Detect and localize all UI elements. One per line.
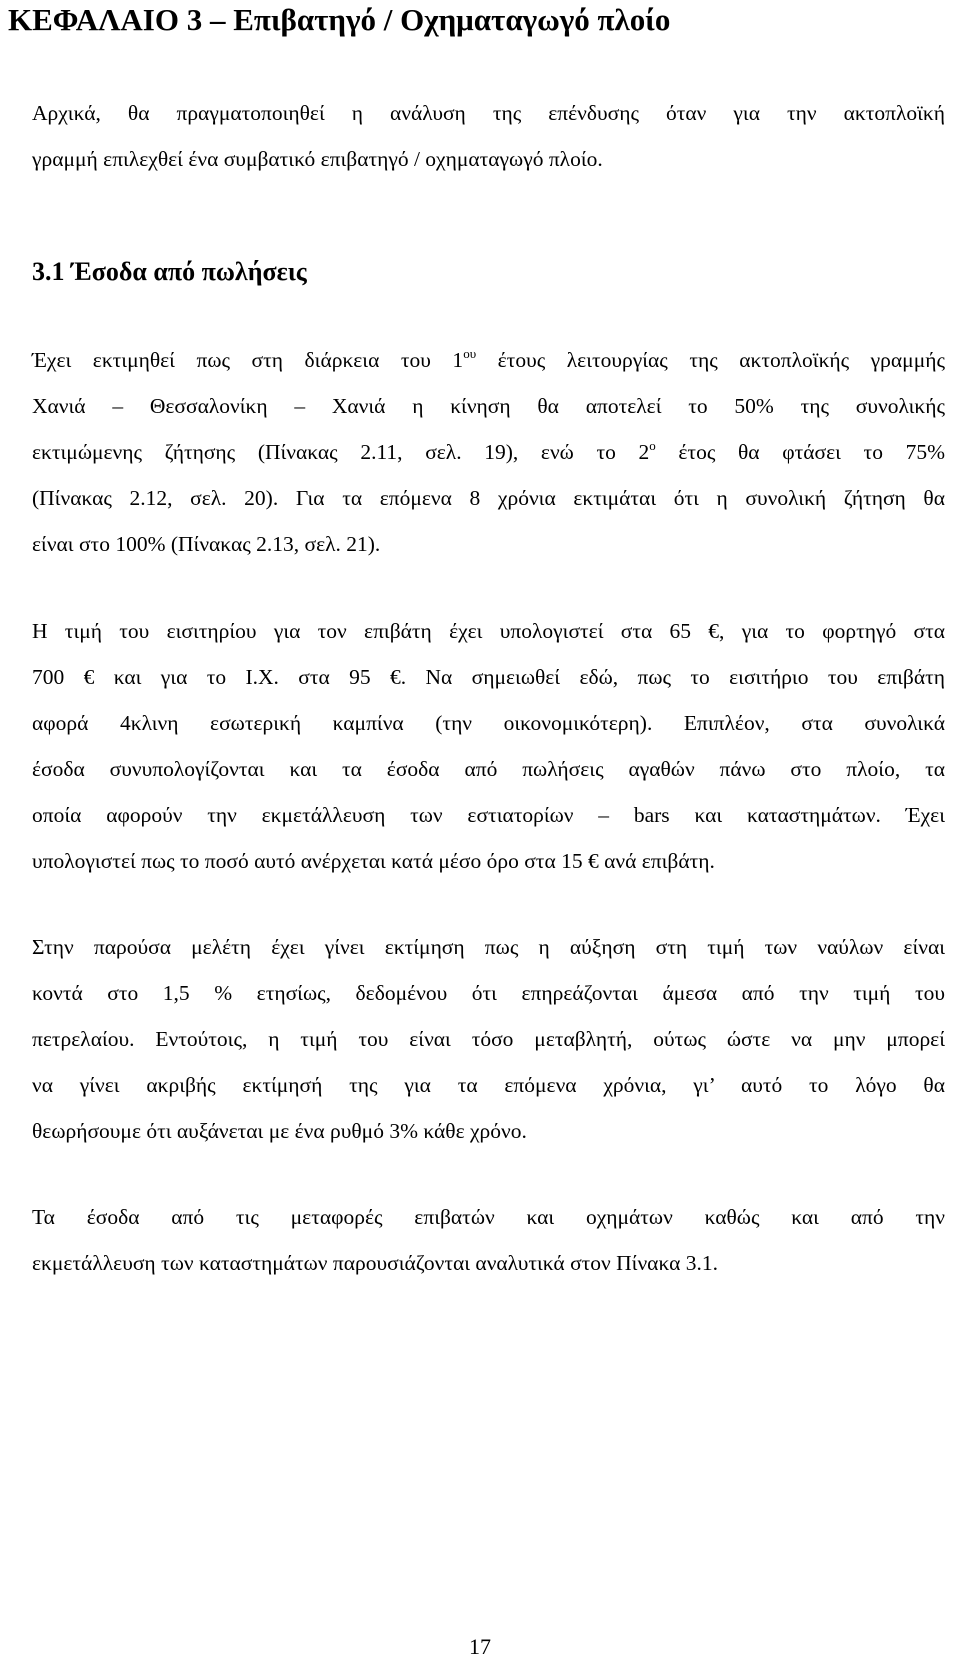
text-run: Έχει εκτιμηθεί πως στη διάρκεια του 1 bbox=[32, 348, 464, 372]
text-run: έτος θα φτάσει το 75% bbox=[655, 440, 945, 464]
paragraph-line: (Πίνακας 2.12, σελ. 20). Για τα επόμενα 8 χρόνια εκτιμάται ότι η συνολική ζήτηση θα bbox=[32, 486, 945, 510]
text-run: έτους λειτουργίας της ακτοπλοϊκής γραμμής bbox=[476, 348, 945, 372]
paragraph-line: είναι στο 100% (Πίνακας 2.13, σελ. 21). bbox=[32, 532, 381, 556]
paragraph-line: Τα έσοδα από τις μεταφορές επιβατών και οχημάτων καθώς και από την bbox=[32, 1205, 945, 1229]
intro-paragraph bbox=[32, 90, 945, 182]
paragraph-line bbox=[32, 337, 945, 383]
paragraph-line: Χανιά – Θεσσαλονίκη – Χανιά η κίνηση θα αποτελεί το 50% της συνολικής bbox=[32, 394, 945, 418]
paragraph-demand bbox=[32, 337, 945, 567]
paragraph-summary bbox=[32, 1194, 945, 1286]
paragraph-line: κοντά στο 1,5 % ετησίως, δεδομένου ότι επηρεάζονται άμεσα από την τιμή του bbox=[32, 981, 945, 1005]
paragraph-line: Η τιμή του εισιτηρίου για τον επιβάτη έχει υπολογιστεί στα 65 €, για το φορτηγό στα bbox=[32, 619, 945, 643]
paragraph-line bbox=[32, 429, 945, 475]
paragraph-line: οποία αφορούν την εκμετάλλευση των εστιατορίων – bars και καταστημάτων. Έχει bbox=[32, 803, 945, 827]
paragraph-fare-increase bbox=[32, 924, 945, 1154]
paragraph-line: 700 € και για το Ι.Χ. στα 95 €. Να σημειωθεί εδώ, πως το εισιτήριο του επιβάτη bbox=[32, 665, 945, 689]
superscript: ο bbox=[649, 438, 656, 453]
chapter-title: ΚΕΦΑΛΑΙΟ 3 – Επιβατηγό / Οχηματαγωγό πλοίο bbox=[8, 2, 671, 37]
intro-line: Αρχικά, θα πραγματοποιηθεί η ανάλυση της επένδυσης όταν για την ακτοπλοϊκή bbox=[32, 101, 945, 125]
text-run: εκτιμώμενης ζήτησης (Πίνακας 2.11, σελ. 19), ενώ το 2 bbox=[32, 440, 650, 464]
superscript: ου bbox=[463, 346, 477, 361]
page-number: 17 bbox=[469, 1634, 491, 1659]
paragraph-line: να γίνει ακριβής εκτίμησή της για τα επόμενα χρόνια, γι’ αυτό το λόγο θα bbox=[32, 1073, 945, 1097]
paragraph-line: Στην παρούσα μελέτη έχει γίνει εκτίμηση πως η αύξηση στη τιμή των ναύλων είναι bbox=[32, 935, 945, 959]
paragraph-prices bbox=[32, 608, 945, 884]
paragraph-line: έσοδα συνυπολογίζονται και τα έσοδα από πωλήσεις αγαθών πάνω στο πλοίο, τα bbox=[32, 757, 945, 781]
paragraph-line: πετρελαίου. Εντούτοις, η τιμή του είναι τόσο μεταβλητή, ούτως ώστε να μην μπορεί bbox=[32, 1027, 945, 1051]
paragraph-line: αφορά 4κλινη εσωτερική καμπίνα (την οικονομικότερη). Επιπλέον, στα συνολικά bbox=[32, 711, 945, 735]
paragraph-line: υπολογιστεί πως το ποσό αυτό ανέρχεται κατά μέσο όρο στα 15 € ανά επιβάτη. bbox=[32, 849, 715, 873]
paragraph-line: θεωρήσουμε ότι αυξάνεται με ένα ρυθμό 3% κάθε χρόνο. bbox=[32, 1119, 527, 1143]
paragraph-line: εκμετάλλευση των καταστημάτων παρουσιάζονται αναλυτικά στον Πίνακα 3.1. bbox=[32, 1251, 718, 1275]
intro-line: γραμμή επιλεχθεί ένα συμβατικό επιβατηγό / οχηματαγωγό πλοίο. bbox=[32, 147, 603, 171]
section-title: 3.1 Έσοδα από πωλήσεις bbox=[32, 257, 307, 286]
